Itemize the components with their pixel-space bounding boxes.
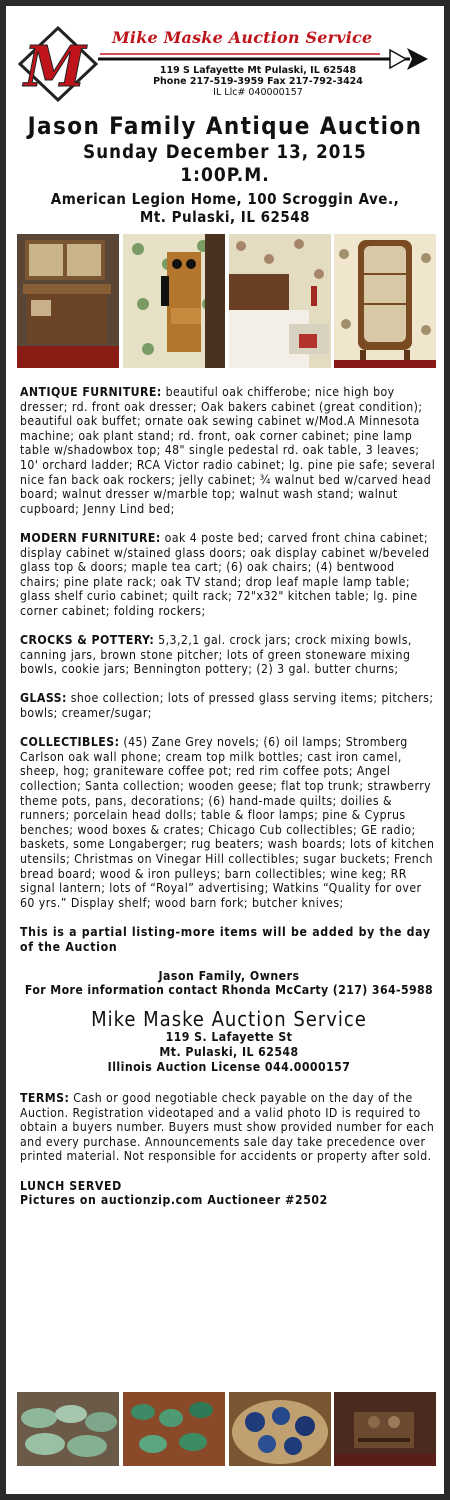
curio-cabinet-photo	[334, 234, 436, 368]
section-collectibles	[20, 735, 438, 910]
section-label: CROCKS & POTTERY	[20, 633, 150, 648]
auction-time: 1:00P.M.	[180, 164, 270, 186]
graniteware-photo	[229, 1392, 331, 1466]
label-separator: :	[155, 530, 161, 545]
section-label: COLLECTIBLES	[20, 735, 115, 750]
section-text: 5,3,2,1 gal. crock jars; crock mixing bowls, canning jars, brown stone pitcher; lots of green stoneware mixing bowls, cookie jars; Bennington pottery; (2) 3 gal. butter churns;	[20, 633, 412, 677]
section-label: MODERN FURNITURE	[20, 530, 156, 545]
section-text: oak 4 poste bed; carved front china cabinet; display cabinet w/stained glass doors; oak display cabinet w/beveled glass top & doors; maple tea cart; (6) oak chairs; (4) bentwood chairs; pine plate rack; oak TV stand; drop leaf maple lamp table; glass shelf curio cabinet; quilt rack; 72"x32" kitchen table; lg. pine corner cabinet; folding rockers;	[20, 530, 430, 618]
label-separator: :	[156, 385, 162, 399]
footer-city: Mt. Pulaski, IL 62548	[159, 1044, 299, 1059]
oak-wall-phone-photo	[123, 234, 225, 368]
section-glass	[20, 691, 438, 720]
section-label: GLASS	[20, 691, 62, 706]
terms-text: Cash or good negotiable check payable on the day of the Auction. Registration videotaped and a valid photo ID is required to obtain a buyers number. Buyers must show provided number for each and every purchase. Announcements sale day take precedence over printed material. Not responsible for accidents or property after sold.	[20, 1090, 435, 1164]
section-antique-furniture	[20, 385, 438, 516]
label-separator: :	[61, 691, 67, 706]
section-text: (45) Zane Grey novels; (6) oil lamps; Stromberg Carlson oak wall phone; cream top milk bottles; cast iron camel, sheep, hog; graniteware coffee pot; red rim coffee pots; Angel collection; Santa collection; wooden geese; flat top trunk; strawberry theme pots, pans, decorations; (6) hand-made quilts; doilies & runners; porcelain head dolls; table & floor lamps; pine & Cyprus benches; wood boxes & crates; Chicago Cub collectibles; GE radio; baskets, some Longaberger; rug beaters; wash boards; lots of kitchen utensils; Christmas on Vinegar Hill collectibles; sugar buckets; French bread board; wood & iron pulleys; barn collectibles; wine keg; RR signal lantern; lots of “Royal” advertising; Watkins “Quality for over 60 yrs.” Display shelf; wood barn fork; butcher knives;	[20, 735, 435, 910]
auction-listing	[20, 385, 438, 1208]
footer-company-name: Mike Maske Auction Service	[91, 1006, 367, 1031]
section-crocks-pottery	[20, 633, 438, 677]
company-phone: Phone 217-519-3959 Fax 217-792-3424	[153, 76, 363, 87]
section-label: ANTIQUE FURNITURE	[20, 385, 157, 399]
label-separator: :	[114, 735, 120, 750]
company-license: IL Llc# 040000157	[213, 87, 303, 98]
company-name: Mike Maske Auction Service	[112, 28, 373, 47]
terms-paragraph	[20, 1091, 438, 1164]
green-stoneware-bowls-photo	[17, 1392, 119, 1466]
venue-line-1: American Legion Home, 100 Scroggin Ave.,	[50, 190, 400, 208]
section-modern-furniture	[20, 531, 438, 619]
footer-company-block	[20, 1030, 438, 1075]
footer-street: 119 S. Lafayette St	[165, 1029, 293, 1044]
auction-date: Sunday December 13, 2015	[83, 142, 367, 163]
contact-line: For More information contact Rhonda McCarty (217) 364-5988	[24, 983, 434, 998]
owners-line: Jason Family, Owners	[158, 968, 300, 983]
pictures-notice: Pictures on auctionzip.com Auctioneer #2502	[20, 1193, 328, 1208]
terms-label: TERMS:	[20, 1090, 70, 1105]
green-pottery-table-photo	[123, 1392, 225, 1466]
oak-bakers-cabinet-photo	[17, 234, 119, 368]
section-text: beautiful oak chifferobe; nice high boy dresser; rd. front oak dresser; Oak bakers cabinet (great condition); beautiful oak buffet; ornate oak sewing cabinet w/Mod.A Minnesota machine; oak plant stand; rd. front, oak corner cabinet; pine lamp table w/shadowbox top; 48" single pedestal rd. oak table, 3 leaves; 10' orchard ladder; RCA Victor radio cabinet; lg. pine pie safe; several nice fan back oak rockers; jelly cabinet; ¾ walnut bed w/carved head board; walnut dresser w/marble top; walnut wash stand; walnut cupboard; Jenny Lind bed;	[20, 385, 436, 516]
auction-title: Jason Family Antique Auction	[27, 112, 423, 140]
logo-m: M	[24, 34, 86, 100]
section-text: shoe collection; lots of pressed glass serving items; pitchers; bowls; creamer/sugar;	[20, 691, 434, 721]
partial-listing-notice: This is a partial listing-more items will be added by the day of the Auction	[20, 924, 431, 954]
company-address: 119 S Lafayette Mt Pulaski, IL 62548	[159, 65, 357, 76]
footer-license: Illinois Auction License 044.0000157	[107, 1059, 351, 1074]
venue-line-2: Mt. Pulaski, IL 62548	[139, 208, 311, 226]
lunch-notice: LUNCH SERVED	[20, 1178, 122, 1193]
collectibles-shelf-photo	[334, 1392, 436, 1466]
carved-bed-photo	[229, 234, 331, 368]
label-separator: :	[149, 633, 155, 648]
